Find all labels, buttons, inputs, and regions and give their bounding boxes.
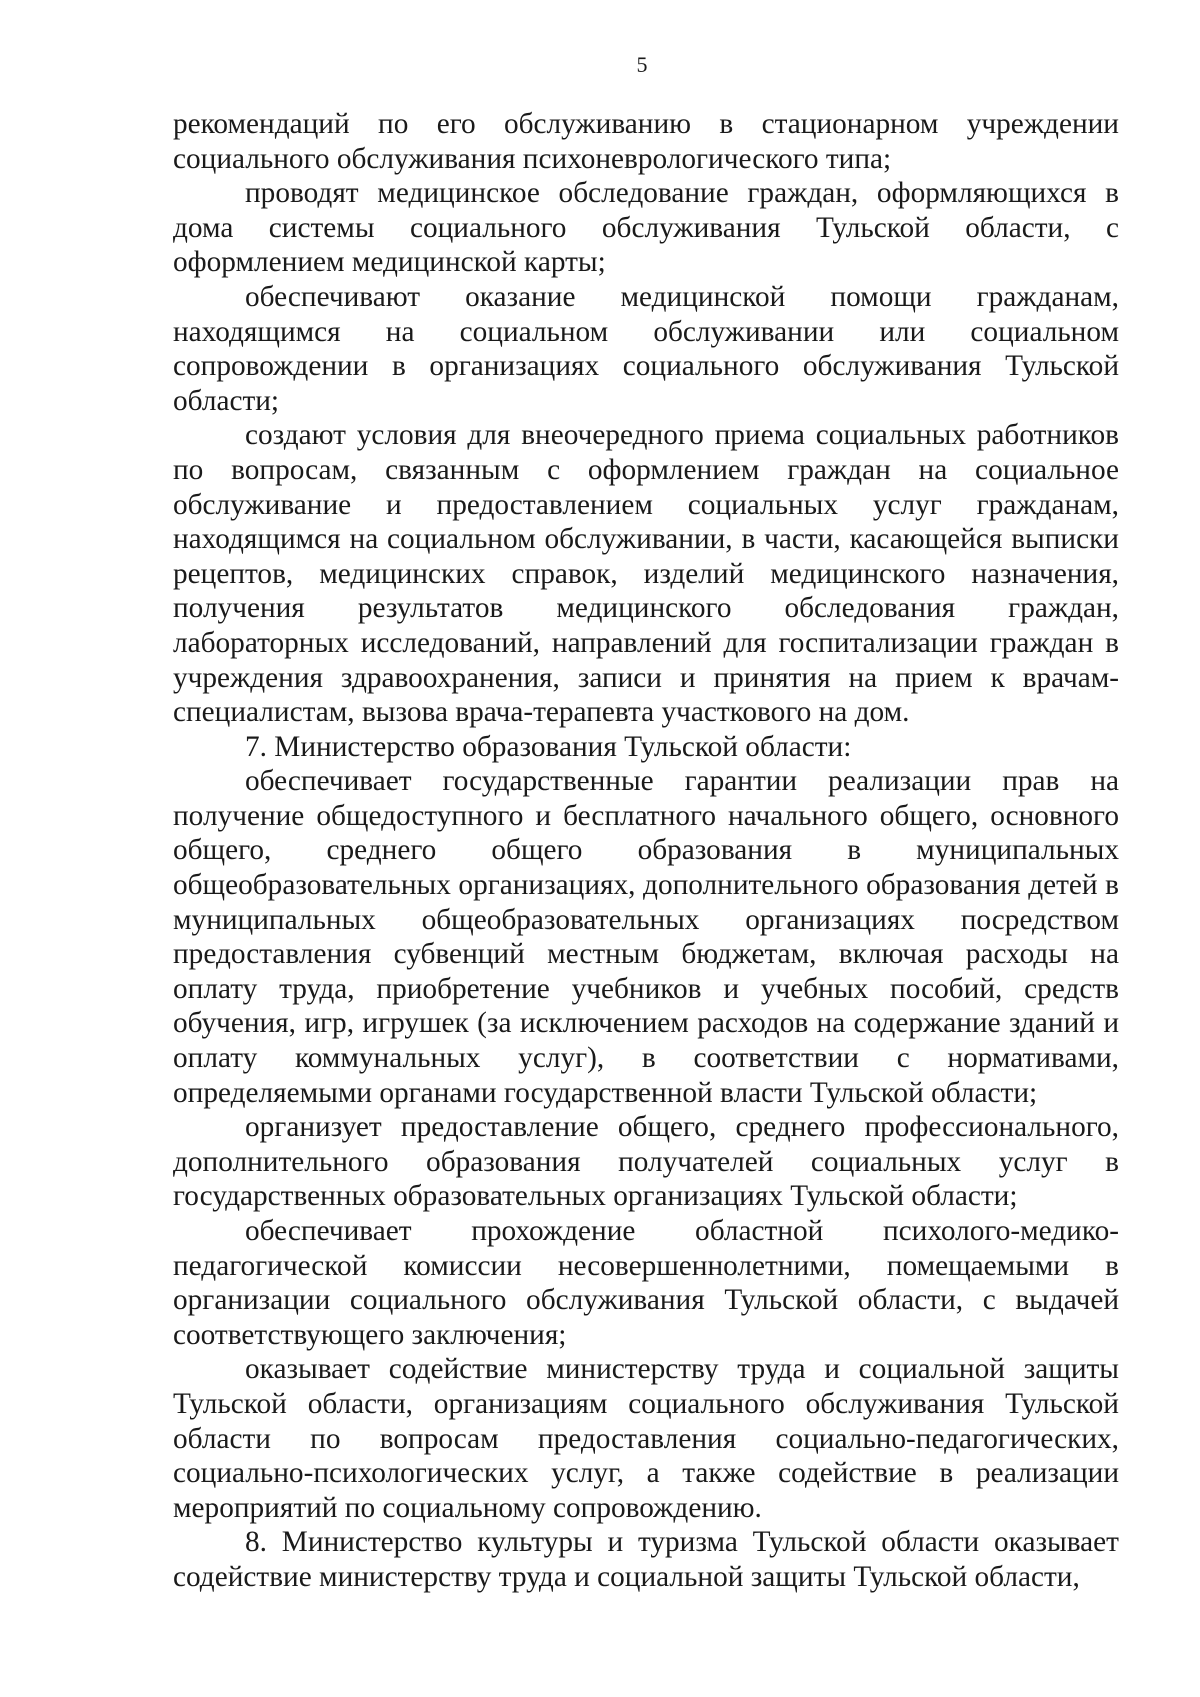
page-number: 5 <box>636 52 648 77</box>
section-paragraph-8: 8. Министерство культуры и туризма Тульской области оказывает содействие министерству труда и социальной защиты Тульской области, <box>173 1526 1119 1593</box>
paragraph: создают условия для внеочередного приема социальных работников по вопросам, связанным с оформлением граждан на социальное обслуживание и предоставлением социальных услуг гражданам, находящимся на социальном обслуживании, в части, касающейся выписки рецептов, медицинских справок, изделий медицинского назначения, получения результатов медицинского обследования граждан, лабораторных исследований, направлений для госпитализации граждан в учреждения здравоохранения, записи и принятия на прием к врачам-специалистам, вызова врача-терапевта участкового на дом. <box>173 419 1119 729</box>
paragraph: рекомендаций по его обслуживанию в стационарном учреждении социального обслуживания психоневрологического типа; <box>173 108 1119 175</box>
paragraph: обеспечивает прохождение областной психолого-медико-педагогической комиссии несовершеннолетними, помещаемыми в организации социального обслуживания Тульской области, с выдачей соответствующего заключения; <box>173 1215 1119 1351</box>
paragraph: организует предоставление общего, среднего профессионального, дополнительного образования получателей социальных услуг в государственных образовательных организациях Тульской области; <box>173 1111 1119 1213</box>
paragraph: оказывает содействие министерству труда и социальной защиты Тульской области, организациям социального обслуживания Тульской области по вопросам предоставления социально-педагогических, социально-психологических услуг, а также содействие в реализации мероприятий по социальному сопровождению. <box>173 1353 1119 1524</box>
paragraph: обеспечивают оказание медицинской помощи гражданам, находящимся на социальном обслуживании или социальном сопровождении в организациях социального обслуживания Тульской области; <box>173 280 1119 417</box>
document-body <box>173 107 1119 1595</box>
paragraph: обеспечивает государственные гарантии реализации прав на получение общедоступного и бесплатного начального общего, основного общего, среднего общего образования в муниципальных общеобразовательных организациях, дополнительного образования детей в муниципальных общеобразовательных организациях посредством предоставления субвенций местным бюджетам, включая расходы на оплату труда, приобретение учебников и учебных пособий, средств обучения, игр, игрушек (за исключением расходов на содержание зданий и оплату коммунальных услуг), в соответствии с нормативами, определяемыми органами государственной власти Тульской области; <box>173 765 1119 1109</box>
paragraph: проводят медицинское обследование граждан, оформляющихся в дома системы социального обслуживания Тульской области, с оформлением медицинской карты; <box>173 177 1119 279</box>
section-heading-7: 7. Министерство образования Тульской области: <box>245 730 852 763</box>
